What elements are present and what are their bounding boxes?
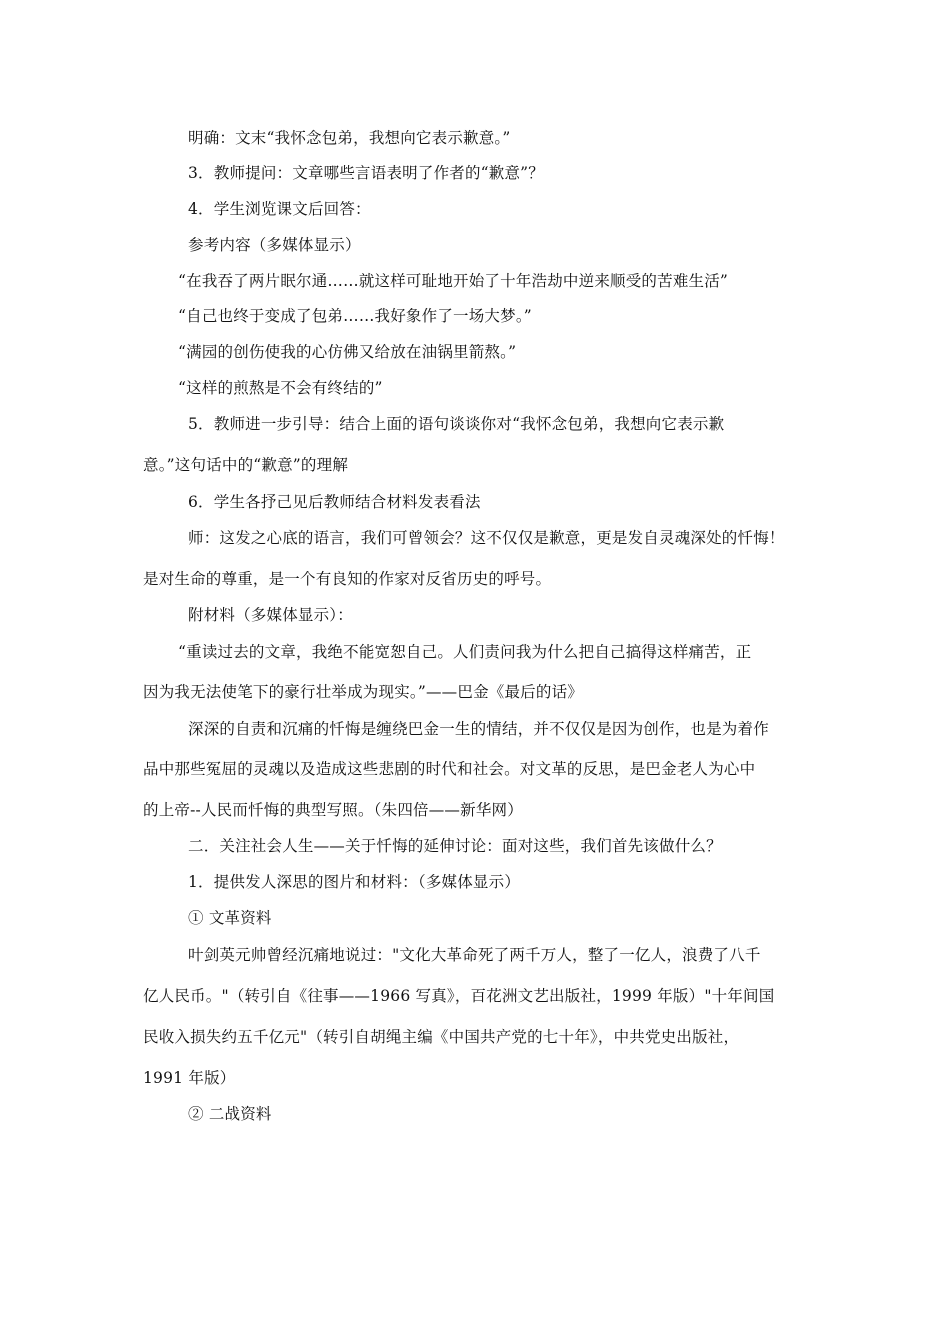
text-line: ① 文革资料 [188, 909, 272, 927]
text-line: “满园的创伤使我的心仿佛又给放在油锅里箭熬。” [178, 343, 517, 361]
text-line: “重读过去的文章，我绝不能宽恕自己。人们责问我为什么把自己搞得这样痛苦，正 [178, 643, 752, 661]
text-line: 参考内容（多媒体显示） [188, 236, 361, 254]
text-line: 师：这发之心底的语言，我们可曾领会？这不仅仅是歉意，更是发自灵魂深处的忏悔！ [188, 529, 785, 547]
text-line: “这样的煎熬是不会有终结的” [178, 379, 383, 397]
text-line: 的上帝--人民而忏悔的典型写照。（朱四倍——新华网） [143, 801, 523, 819]
text-line: 叶剑英元帅曾经沉痛地说过："文化大革命死了两千万人，整了一亿人，浪费了八千 [188, 946, 761, 964]
text-line: 深深的自责和沉痛的忏悔是缠绕巴金一生的情结，并不仅仅是因为创作，也是为着作 [188, 720, 769, 738]
text-line: 二．关注社会人生——关于忏悔的延伸讨论：面对这些，我们首先该做什么？ [188, 837, 722, 855]
text-line: 6．学生各抒己见后教师结合材料发表看法 [188, 493, 481, 511]
text-line: 因为我无法使笔下的豪行壮举成为现实。”——巴金《最后的话》 [143, 683, 583, 701]
text-line: ② 二战资料 [188, 1105, 272, 1123]
text-line: 1．提供发人深思的图片和材料：（多媒体显示） [188, 873, 521, 891]
text-line: 明确：文末“我怀念包弟，我想向它表示歉意。” [188, 129, 511, 147]
text-line: 4．学生浏览课文后回答： [188, 200, 371, 218]
text-line: 是对生命的尊重，是一个有良知的作家对反省历史的呼号。 [143, 570, 552, 588]
text-line: 1991 年版） [143, 1069, 236, 1087]
text-line: 3．教师提问：文章哪些言语表明了作者的“歉意”？ [188, 164, 545, 182]
text-line: “自己也终于变成了包弟……我好象作了一场大梦。” [178, 307, 532, 325]
text-line: 附材料（多媒体显示）： [188, 606, 353, 624]
text-line: 民收入损失约五千亿元"（转引自胡绳主编《中国共产党的七十年》，中共党史出版社， [143, 1028, 740, 1046]
text-line: 意。”这句话中的“歉意”的理解 [143, 456, 349, 474]
text-line: 品中那些冤屈的灵魂以及造成这些悲剧的时代和社会。对文革的反思，是巴金老人为心中 [143, 760, 756, 778]
text-line: 5．教师进一步引导：结合上面的语句谈谈你对“我怀念包弟，我想向它表示歉 [188, 415, 725, 433]
text-line: “在我吞了两片眠尔通……就这样可耻地开始了十年浩劫中逆来顺受的苦难生活” [178, 272, 729, 290]
text-line: 亿人民币。"（转引自《往事——1966 写真》，百花洲文艺出版社，1999 年版）"十年间国 [143, 987, 775, 1005]
